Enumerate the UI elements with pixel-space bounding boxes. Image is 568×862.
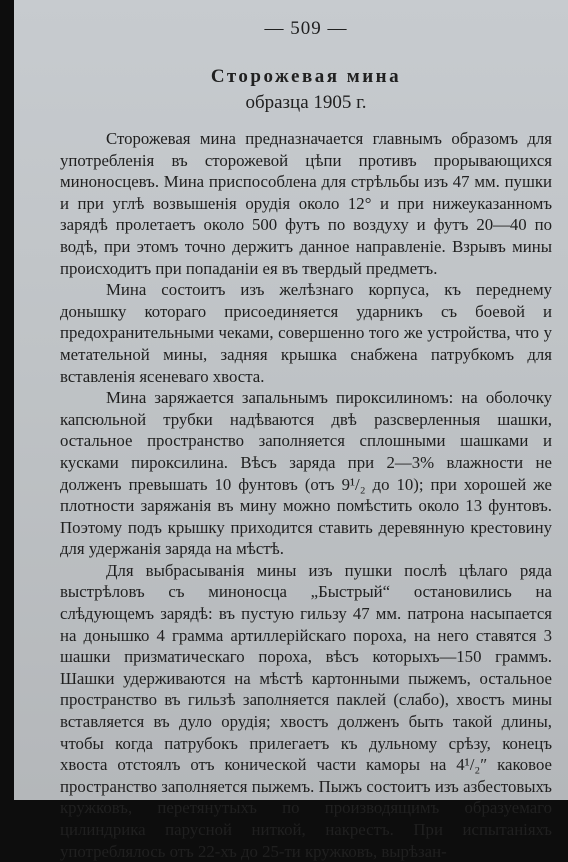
paragraph: Сторожевая мина предназначается главнымъ образомъ для употребленія въ сторожевой цѣпи противъ прорывающихся миноносцевъ. Мина приспособлена для стрѣльбы изъ 47 мм. пушки и при углѣ возвышенія орудія около 12° и при нижеуказанномъ зарядѣ пролетаетъ около 500 футъ по воздуху и футъ 20—40 по водѣ, при этомъ точно держитъ данное направленіе. Взрывъ мины происходитъ при попаданіи ея въ твердый предметъ. <box>60 129 552 278</box>
page-number: — 509 — <box>264 18 348 39</box>
paragraph: Мина состоитъ изъ желѣзнаго корпуса, къ переднему донышку котораго присоединяется ударникъ съ боевой и предохранительными чеками, совершенно того же устройства, что у метательной мины, задняя крышка снабжена патрубкомъ для вставленія ясеневаго хвоста. <box>60 280 552 386</box>
paragraph: Мина заряжается запальнымъ пироксилиномъ: на оболочку капсюльной трубки надѣваются двѣ разсверленныя шашки, остальное пространство заполняется сплошными шашками и кусками пироксилина. Вѣсъ заряда при 2—3% влажности не долженъ превышать 10 фунтовъ (отъ 9¹/₂ до 10); при хорошей же плотности заряжанія въ мину можно помѣстить около 13 фунтовъ. Поэтому подъ крышку приходится ставить деревянную крестовину для удержанія заряда на мѣстѣ. <box>60 388 552 559</box>
section-title: Сторожевая мина <box>210 66 402 87</box>
paragraph: Для выбрасыванія мины изъ пушки послѣ цѣлаго ряда выстрѣловъ съ миноносца „Быстрый“ остановились на слѣдующемъ зарядѣ: въ пустую гильзу 47 мм. патрона насыпается на донышко 4 грамма артиллерійскаго пороха, на него ставятся 3 шашки призматическаго пороха, вѣсъ которыхъ—150 граммъ. Шашки удерживаются на мѣстѣ картонными пыжемъ, остальное пространство въ гильзѣ заполняется паклей (слабо), хвостъ мины вставляется въ дуло орудія; хвостъ долженъ быть такой длины, чтобы когда патрубокъ прилегаетъ къ дульному срѣзу, конецъ хвоста отстоялъ отъ конической части каморы на 4¹/₂″ каковое пространство заполняется пыжемъ. Пыжъ состоитъ изъ азбестовыхъ кружковъ, перетянутыхъ по производящимъ образуемаго цилиндрика парусной ниткой, накрестъ. При испытаніяхъ употреблялось отъ 22-хъ до 25-ти кружковъ, вырѣзан- <box>60 560 552 861</box>
book-page <box>14 0 568 861</box>
section-subtitle: образца 1905 г. <box>245 92 367 113</box>
body-text <box>60 128 552 862</box>
